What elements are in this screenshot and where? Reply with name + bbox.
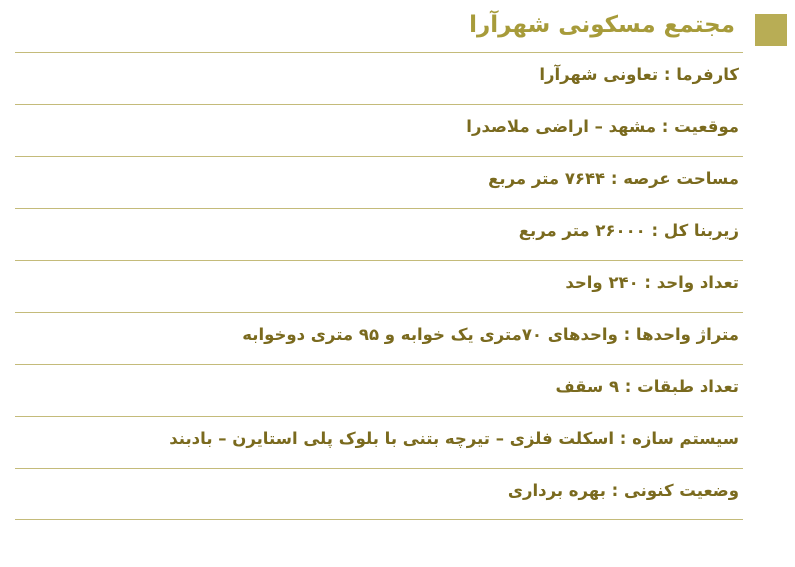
detail-row-unit-sizes xyxy=(15,312,743,364)
detail-text: مساحت عرصه : ۷۶۴۴ متر مربع xyxy=(488,169,739,188)
detail-text: متراژ واحدها : واحدهای ۷۰متری یک خوابه و ۹۵ متری دوخوابه xyxy=(242,325,739,344)
detail-text: سیستم سازه : اسکلت فلزی – تیرچه بتنی با بلوک پلی استایرن – بادبند xyxy=(169,429,739,448)
detail-row-client xyxy=(15,52,743,104)
detail-row-location xyxy=(15,104,743,156)
title-marker-square xyxy=(755,14,787,46)
detail-text: تعداد واحد : ۲۴۰ واحد xyxy=(565,273,739,292)
detail-row-built-area xyxy=(15,208,743,260)
detail-text: کارفرما : تعاونی شهرآرا xyxy=(539,65,739,84)
detail-text: تعداد طبقات : ۹ سقف xyxy=(555,377,739,396)
title-block xyxy=(0,0,795,48)
detail-text: موقعیت : مشهد – اراضی ملاصدرا xyxy=(466,117,739,136)
detail-row-floor-count xyxy=(15,364,743,416)
detail-row-site-area xyxy=(15,156,743,208)
page-title: مجتمع مسکونی شهرآرا xyxy=(469,12,735,38)
project-details-list xyxy=(15,52,743,520)
detail-row-unit-count xyxy=(15,260,743,312)
detail-text: زیربنا کل : ۲۶۰۰۰ متر مربع xyxy=(518,221,739,240)
detail-row-current-status xyxy=(15,468,743,520)
detail-row-structure-system xyxy=(15,416,743,468)
detail-text: وضعیت کنونی : بهره برداری xyxy=(507,481,739,500)
